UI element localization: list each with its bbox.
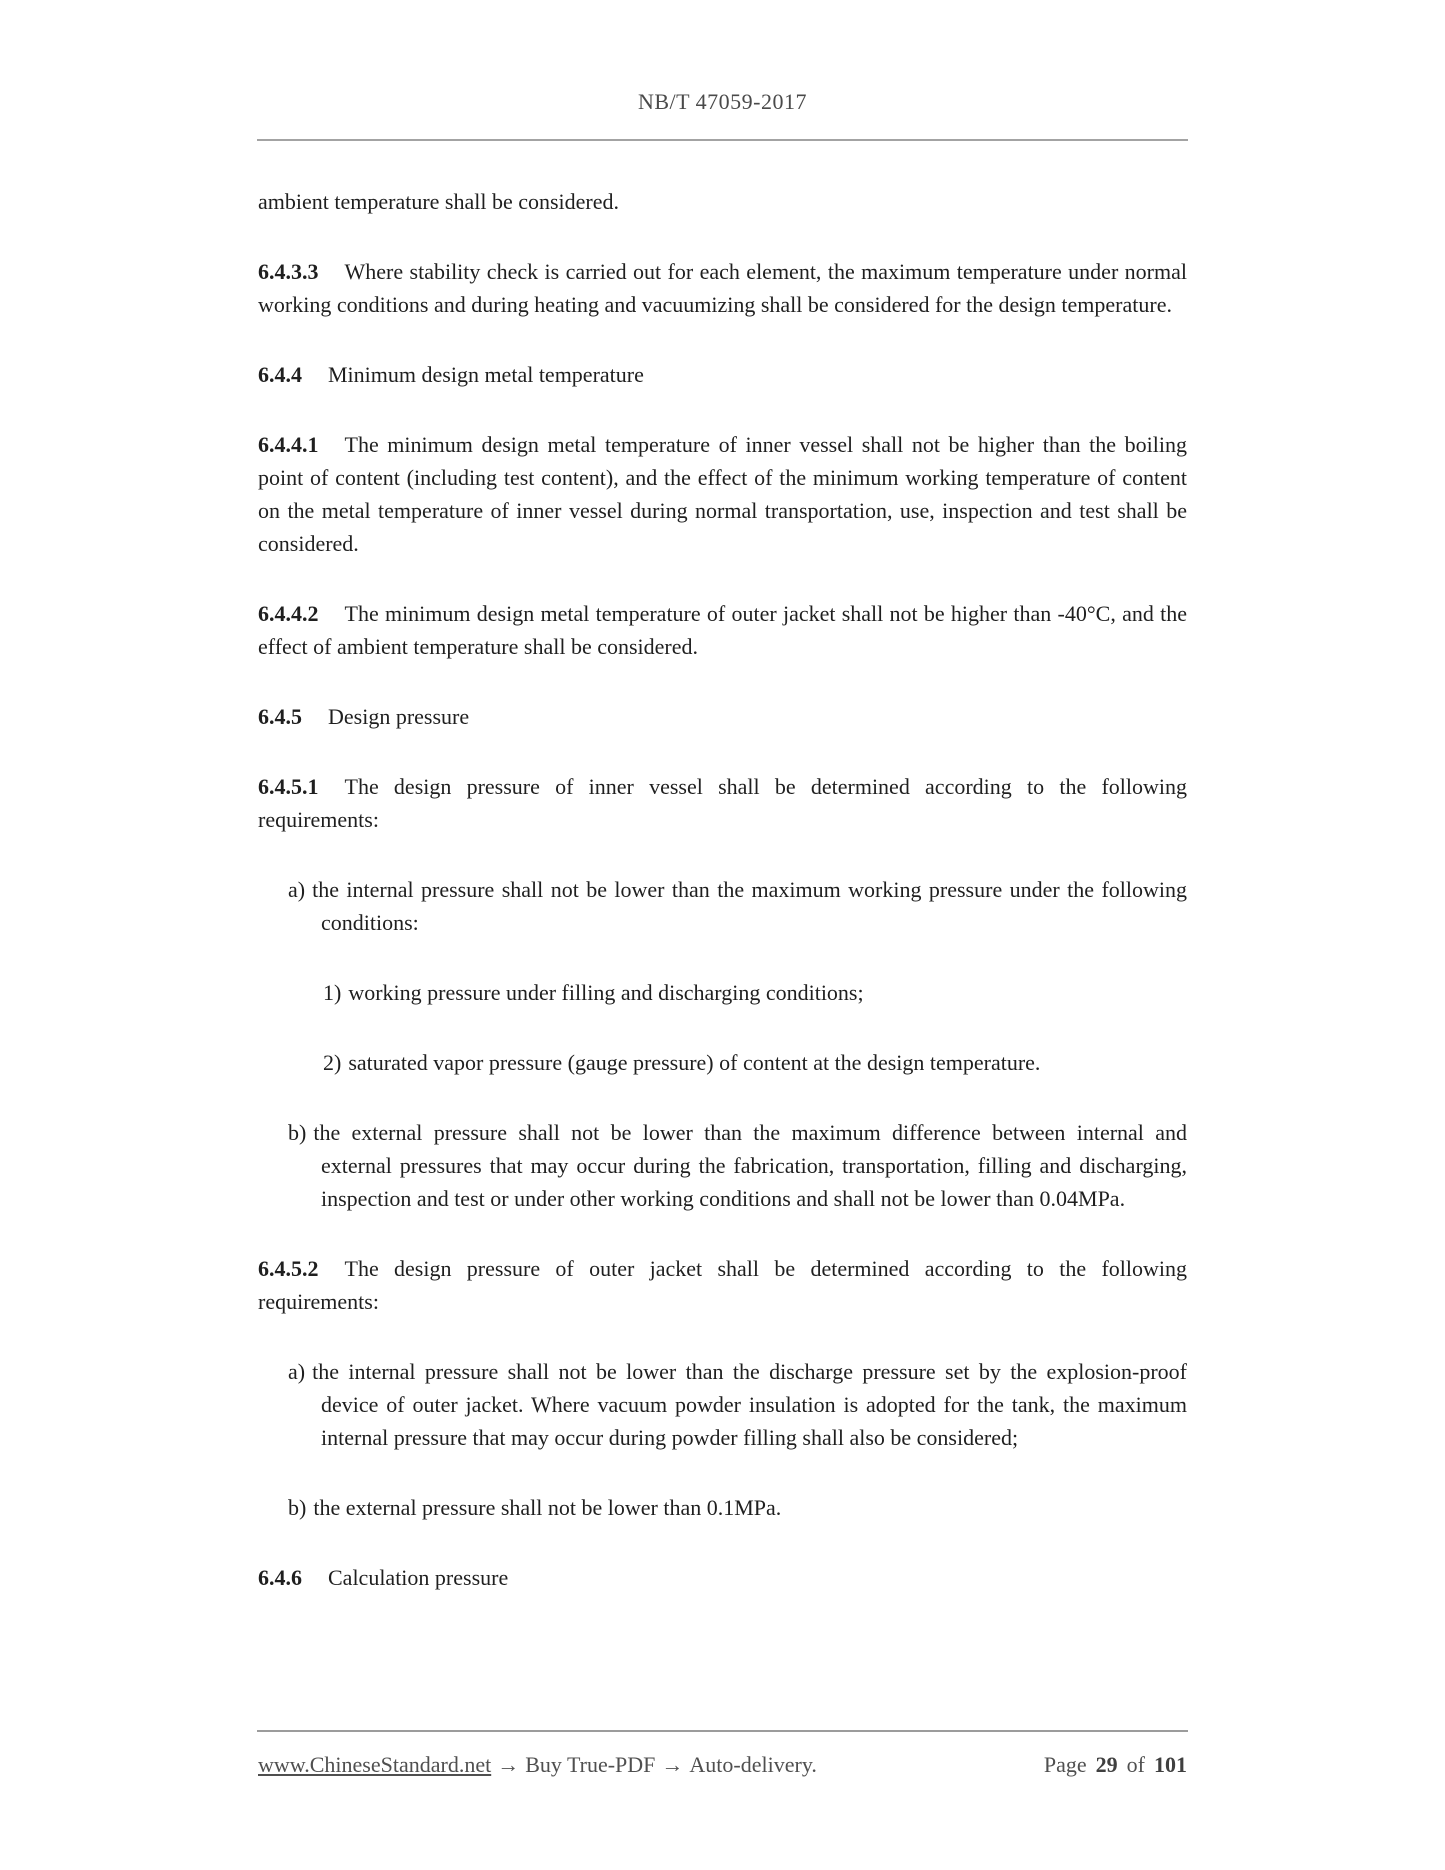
list-item-label: 1) — [323, 980, 342, 1005]
list-item-b — [258, 1116, 1187, 1215]
list-item-text: saturated vapor pressure (gauge pressure) of content at the design temperature. — [348, 1050, 1041, 1075]
paragraph — [258, 255, 1187, 321]
section-heading-text: Calculation pressure — [328, 1565, 509, 1590]
list-item-a — [258, 873, 1187, 939]
paragraph — [258, 428, 1187, 560]
list-item-label: b) — [288, 1495, 307, 1520]
page-total: 101 — [1154, 1752, 1187, 1777]
paragraph — [258, 185, 1187, 218]
section-number: 6.4.3.3 — [258, 259, 319, 284]
list-item-text: the internal pressure shall not be lower than the discharge pressure set by the explosion-proof device of outer jacket. Where vacuum powder insulation is adopted for the tank, the maximum internal pressure that may occur during powder filling shall also be considered; — [312, 1359, 1187, 1450]
page-current: 29 — [1095, 1752, 1118, 1777]
paragraph — [258, 597, 1187, 663]
document-body — [258, 185, 1187, 1594]
section-number: 6.4.4 — [258, 362, 302, 387]
footer-action-buy: Buy True-PDF — [525, 1752, 656, 1777]
section-number: 6.4.4.1 — [258, 432, 319, 457]
paragraph-text: The minimum design metal temperature of inner vessel shall not be higher than the boiling point of content (including test content), and the effect of the minimum working temperature of content on the metal temperature of inner vessel during normal transportation, use, inspection and test shall be considered. — [258, 432, 1187, 556]
section-number: 6.4.4.2 — [258, 601, 319, 626]
list-item-text: the internal pressure shall not be lower than the maximum working pressure under the following conditions: — [312, 877, 1187, 935]
footer-divider — [257, 1730, 1188, 1732]
list-item-label: a) — [288, 877, 306, 902]
document-number: NB/T 47059-2017 — [637, 89, 808, 114]
section-heading-text: Design pressure — [328, 704, 470, 729]
footer-link[interactable]: www.ChineseStandard.net — [258, 1752, 492, 1777]
list-item-text: the external pressure shall not be lower than the maximum difference between internal and external pressures that may occur during the fabrication, transportation, filling and discharging, inspection and test or under other working conditions and shall not be lower than 0.04MPa. — [313, 1120, 1187, 1211]
page-label: Page — [1043, 1752, 1087, 1777]
list-item-label: b) — [288, 1120, 307, 1145]
paragraph-text: The minimum design metal temperature of outer jacket shall not be higher than -40°C, and the effect of ambient temperature shall be considered. — [258, 601, 1187, 659]
paragraph — [258, 770, 1187, 836]
paragraph-text: The design pressure of outer jacket shall be determined according to the following requirements: — [258, 1256, 1187, 1314]
page-of-label: of — [1126, 1752, 1145, 1777]
arrow-icon: → — [661, 1752, 684, 1777]
list-item-text: the external pressure shall not be lower than 0.1MPa. — [313, 1495, 782, 1520]
section-heading-text: Minimum design metal temperature — [328, 362, 644, 387]
list-item-b — [258, 1491, 1187, 1524]
paragraph-text: Where stability check is carried out for each element, the maximum temperature under normal working conditions and during heating and vacuumizing shall be considered for the design temperature. — [258, 259, 1187, 317]
footer — [258, 1748, 1187, 1781]
list-item-label: 2) — [323, 1050, 342, 1075]
paragraph-text: ambient temperature shall be considered. — [258, 189, 620, 214]
list-item-a — [258, 1355, 1187, 1454]
list-item-numbered — [258, 976, 1187, 1009]
section-heading — [258, 1561, 1187, 1594]
section-number: 6.4.5 — [258, 704, 302, 729]
arrow-icon: → — [497, 1752, 520, 1777]
section-number: 6.4.5.1 — [258, 774, 319, 799]
page-indicator — [1044, 1748, 1187, 1781]
section-number: 6.4.6 — [258, 1565, 302, 1590]
section-number: 6.4.5.2 — [258, 1256, 319, 1281]
footer-source-line — [258, 1748, 817, 1781]
paragraph-text: The design pressure of inner vessel shall be determined according to the following requirements: — [258, 774, 1187, 832]
section-heading — [258, 700, 1187, 733]
section-heading — [258, 358, 1187, 391]
list-item-text: working pressure under filling and discharging conditions; — [348, 980, 864, 1005]
footer-action-delivery: Auto-delivery. — [689, 1752, 817, 1777]
header-divider — [257, 139, 1188, 141]
list-item-numbered — [258, 1046, 1187, 1079]
paragraph — [258, 1252, 1187, 1318]
list-item-label: a) — [288, 1359, 306, 1384]
